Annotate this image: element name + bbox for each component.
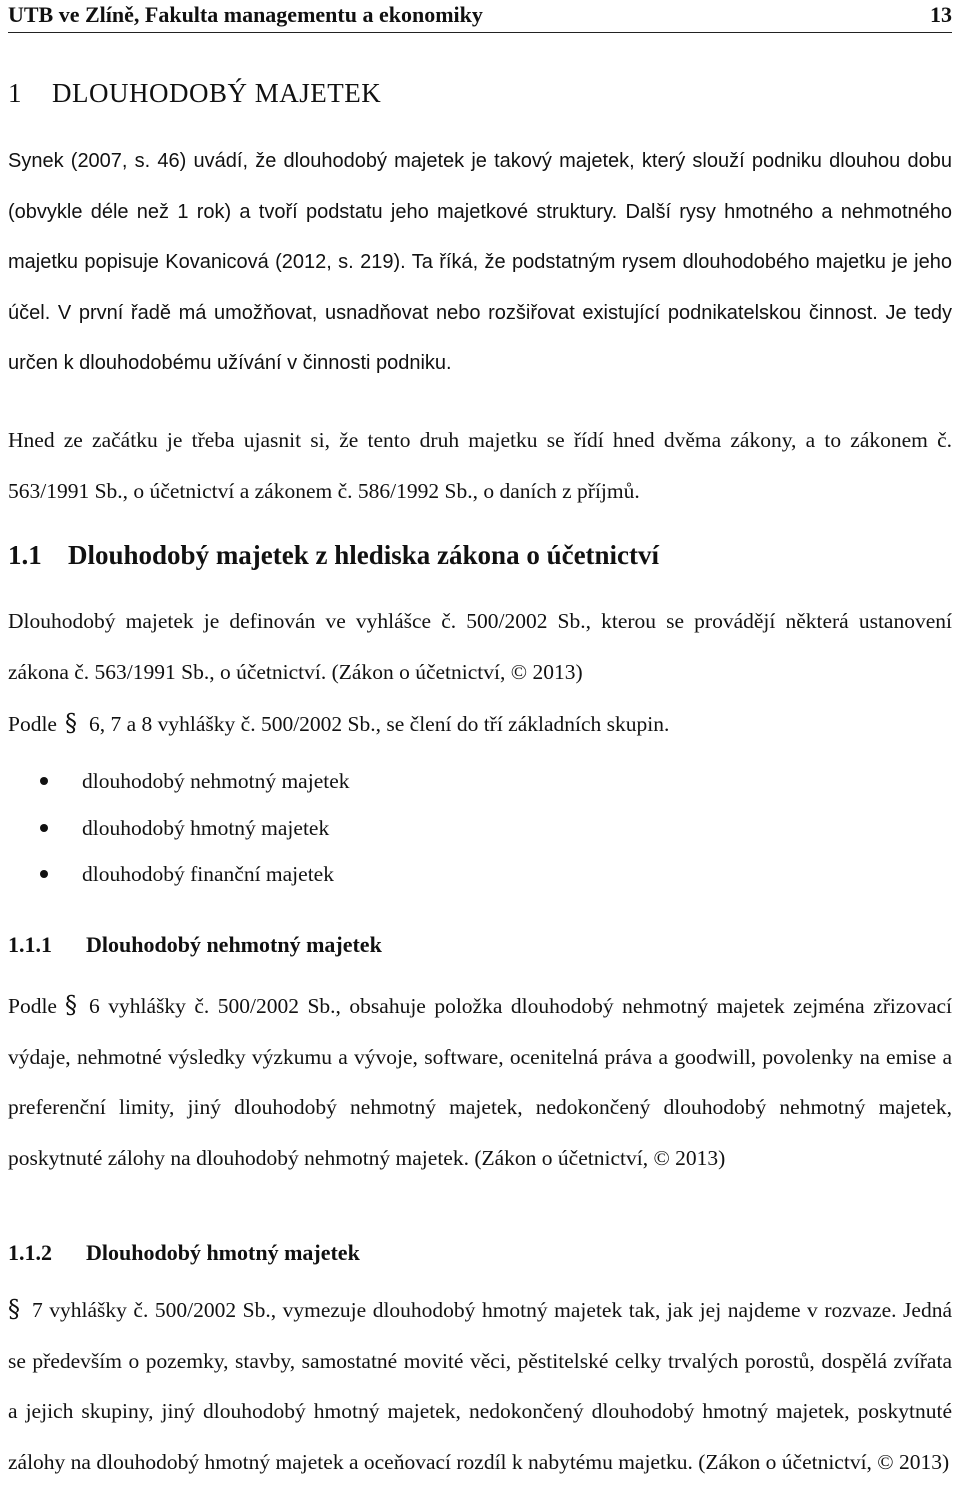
- groups-prefix: Podle: [8, 712, 57, 736]
- asset-group-list: [40, 758, 350, 898]
- intro-paragraph-2: Hned ze začátku je třeba ujasnit si, že tento druh majetku se řídí hned dvěma zákony, a to zákonem č. 563/1991 Sb., o účetnictví a zákonem č. 586/1992 Sb., o daních z příjmů.: [8, 428, 952, 503]
- bullet-icon: [40, 824, 48, 832]
- section-1-1-groups-paragraph: [8, 698, 952, 750]
- header-title: UTB ve Zlíně, Fakulta managementu a ekonomiky: [8, 2, 483, 27]
- list-item-label: dlouhodobý nehmotný majetek: [82, 769, 350, 793]
- intro-sentence-1: Synek (2007, s. 46) uvádí, že dlouhodobý majetek je takový majetek, který slouží podniku dlouhou dobu (obvykle déle než 1 rok) a tvoří podstatu jeho majetkové struktury.: [8, 150, 952, 223]
- intangible-prefix: Podle: [8, 994, 57, 1018]
- bullet-icon: [40, 777, 48, 785]
- section-number: 1.1: [8, 540, 42, 570]
- section-1-1-1-paragraph: [8, 980, 952, 1183]
- list-item-label: dlouhodobý finanční majetek: [82, 862, 334, 886]
- list-item: [40, 851, 350, 898]
- intro-paragraph-1: [8, 136, 952, 389]
- list-item: [40, 805, 350, 852]
- section-mark-icon: §: [64, 991, 77, 1019]
- intro-sentence-3: V první řadě má umožňovat, usnadňovat nebo rozšiřovat existující podnikatelskou činnost. Je tedy určen k dlouhodobému užívání v činnosti podniku.: [8, 301, 952, 374]
- intro-sentence-2: Další rysy hmotného a nehmotného majetku popisuje Kovanicová (2012, s. 219). Ta říká, že podstatným rysem dlouhodobého majetku je jeho účel.: [8, 200, 952, 324]
- chapter-heading: [8, 78, 381, 109]
- page-header: [8, 0, 952, 28]
- bullet-icon: [40, 870, 48, 878]
- subsection-number: 1.1.2: [8, 1240, 52, 1265]
- list-item-label: dlouhodobý hmotný majetek: [82, 815, 330, 840]
- subsection-title: Dlouhodobý hmotný majetek: [86, 1240, 360, 1265]
- chapter-number: 1: [8, 78, 22, 108]
- section-mark-icon: §: [64, 709, 77, 737]
- section-1-1-paragraph: Dlouhodobý majetek je definován ve vyhlášce č. 500/2002 Sb., kterou se provádějí některá ustanovení zákona č. 563/1991 Sb., o účetnictví. (Zákon o účetnictví, © 2013): [8, 609, 952, 684]
- list-item: [40, 758, 350, 805]
- tangible-text: 7 vyhlášky č. 500/2002 Sb., vymezuje dlouhodobý hmotný majetek tak, jak jej najdeme v rozvaze. Jedná se především o pozemky, stavby, samostatné movité věci, pěstitelské celky trvalých porostů, dospělá zvířata a jejich skupiny, jiný dlouhodobý hmotný majetek, nedokončený dlouhodobý hmotný majetek, poskytnuté zálohy na dlouhodobý hmotný majetek a oceňovací rozdíl k nabytému majetku. (Zákon o účetnictví, © 2013): [8, 1298, 952, 1474]
- page-number: 13: [930, 2, 952, 27]
- chapter-title: DLOUHODOBÝ MAJETEK: [52, 78, 382, 108]
- section-mark-icon: §: [8, 1295, 20, 1323]
- section-title: Dlouhodobý majetek z hlediska zákona o účetnictví: [68, 540, 660, 570]
- intangible-text: 6 vyhlášky č. 500/2002 Sb., obsahuje položka dlouhodobý nehmotný majetek zejména zřizovací výdaje, nehmotné výsledky výzkumu a vývoje, software, ocenitelná práva a goodwill, povolenky na emise a preferenční limity, jiný dlouhodobý nehmotný majetek, nedokončený dlouhodobý nehmotný majetek, poskytnuté zálohy na dlouhodobý nehmotný majetek. (Zákon o účetnictví, © 2013): [8, 994, 952, 1170]
- subsection-number: 1.1.1: [8, 932, 52, 957]
- header-divider: [8, 32, 952, 33]
- section-heading-1-1: [8, 540, 659, 571]
- subsection-heading-1-1-2: [8, 1240, 360, 1266]
- section-1-1-2-paragraph: [8, 1284, 952, 1487]
- groups-text: 6, 7 a 8 vyhlášky č. 500/2002 Sb., se člení do tří základních skupin.: [88, 712, 670, 736]
- subsection-title: Dlouhodobý nehmotný majetek: [86, 932, 382, 957]
- subsection-heading-1-1-1: [8, 932, 382, 958]
